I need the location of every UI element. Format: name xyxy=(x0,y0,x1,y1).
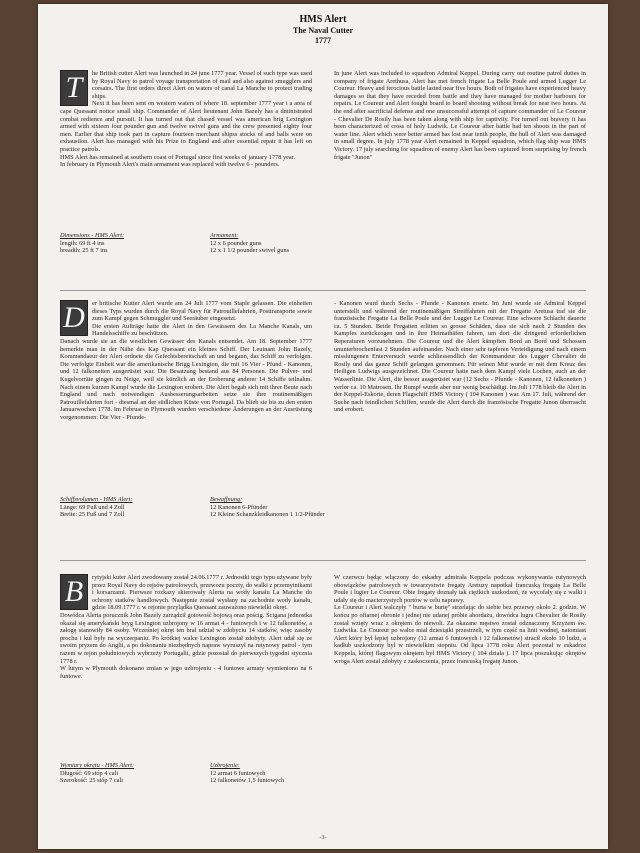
polish-right-column xyxy=(334,574,586,665)
polish-paragraph: W lutym w Plymouth dokonano zmian w jego uzbrojeniu - 4 funtowe armaty wymieniono na 6 funtowe. xyxy=(60,665,312,680)
dropcap-d-icon: D xyxy=(60,300,88,336)
polish-paragraph: Dowódca Alerta porucznik John Bazely zarządził gotowość bojową oraz pościg. Ścigana jednostka okazał się amerykański bryg Lexington uzbrojony w 16 armat 4 - funtowych i w 12 falkonetów, a załogę stanowiły 84 osoby. Wcześniej okręt ten brał udział w zdobyciu 14 statków, więc zasoby prochu i kul były na wyczerpaniu. Po krótkiej walce Lexington został zdobyty. Alert udał się ze swoim pryzem do Anglii, a po dokonaniu niezbędnych napraw wyruszył na rutynowy patrol - tym razem w rejon południowych wybrzeży Portugalii, gdzie pozostał do pierwszych tygodni stycznia 1778 r. xyxy=(60,611,312,665)
polish-left-column xyxy=(60,574,312,680)
dropcap-b-icon: B xyxy=(60,574,88,610)
english-paragraph: In february in Plymouth Alert's main armament was replaced with twelve 6 - pounders. xyxy=(60,161,280,169)
page-year: 1777 xyxy=(315,36,331,45)
english-paragraph: Next it has been sent on western waters of where 18. september 1777 year i a area of cape Quessant notice small ship. Commander of Alert lieutenant John Bazely has a dministrated combat redience and pursuit. It has turned out that chased vessel was american brig Lexington armed with sixteen four pounder gun and twelve swivel guns and the crew presented eighty four men. Earlier that ship took part in capture fourteen merchant shipss stocks of and balls were on exhaustion. Alert has managed with his Prize to England and after essential repair it has left on practice patrols. xyxy=(60,100,312,153)
polish-paragraph: rytyjski kuter Alert zwodowany został 24.06.1777 r. Jednostki tego typu używane były przez Royal Navy do rejsów patrolowych, przewozu poczty, do walki z przemytnikami i korsarzami. Pierwsze rozkazy skierowały Alerta na wody kanału La Manche do ochrony statków handlowych. Następnie został wysłany na zachodnie wody kanału, gdzie 18.09.1777 r. w rejonie przylądka Quessant zauważono niewielki okręt. xyxy=(92,574,312,612)
page-header xyxy=(38,14,608,46)
polish-dimension-line: Długość: 69 stóp 4 cali xyxy=(60,769,119,777)
german-section xyxy=(60,300,586,540)
polish-section xyxy=(60,574,586,814)
german-armament-line: 12 Kleine Schanzkleidkanonen 1 1/2-Pfünder xyxy=(210,511,325,519)
english-armament-line: 12 x 6 pounder guns xyxy=(210,239,262,247)
english-left-column xyxy=(60,70,312,169)
page-subtitle: The Naval Cutter xyxy=(293,26,353,35)
english-dimension-line: breadth: 25 ft 7 ins xyxy=(60,247,108,255)
english-armament-line: 12 x 1 1/2 pounder swivel guns xyxy=(210,247,290,255)
english-paragraph: In june Alert was included to squadron Admiral Keppel. During carry out routine patrol duties in company of frigate Arethusa, Alert has met french frigate La Belle Poule and armed Lugger Le Coureur. Heavy and ferocious battle lasted near five hours. Both of frigates have experienced heavy damages so that they have receded from battle and they have managed for mother harbours for repairs. Le Coureur and Alert fought board to board shooting without break for near two hours. At the end after sacrificial defense and one unsuccessful attempt of capture commander of Le Coureur - Chevalier De Rosily has been taken along with ship for captivity. For turned out bravery it has been characterized of cross of holy Ludwik. Le Coureur after battle had ten shoots in the part of water line. Alert which were better armed has lost near tenth people, the hull of Alert was damaged in small degree. In july 1778 year Alert remained in Keppel squadron, which flag ship was HMS Victory. 17 july searching for squadron of enemy Alert has been captured from surprising by french frigate "Junon" xyxy=(334,70,586,161)
english-dimension-line: length: 69 ft 4 ins xyxy=(60,239,105,247)
english-paragraph: he British cutter Alert was launched in 24 june 1777 year. Vessel of such type was used by Royal Navy to patrol voyage transportation of mail and also against smugglers and corsairs. The first orders direct Alert on waters of canal La Manche to protect trading ships. xyxy=(92,70,312,100)
german-dimensions-title: Schiffsvolumen - HMS Alert: xyxy=(60,496,133,503)
polish-dimension-line: Szerokość: 25 stóp 7 cali xyxy=(60,777,123,785)
polish-paragraph: Le Coureur i Alert walczyły " burta w burtę" strzelając do siebie bez przerwy około 2. godzin. W końcu po ofiarnej obronie i jednej nie udanej próbie abordażu, dowódca lugra Chevalier de Rosily został wzięty wraz z okrętem do niewoli. Za okazane męstwo został odznaczony Krzyżem św. Ludwika. Le Coureur po walce miał dziesiątki przestrzeli, w tym część na linii wodnej, natomiast Alert który był lepiej uzbrojony (12 armat 6 funtowych i 12 falkonetów) stracił około 10 ludzi, a kadłub uszkodzony był w niewielkim stopniu. Od lipca 1778 roku Alert pozostał w eskadrze Keppela, której flagowym okrętem był HMS Victory ( 104 działa ). 17 lipca poszukując okrętów wroga Alert został zdobyty z zaskoczenia, przez francuską fregatę Junon. xyxy=(334,604,586,665)
polish-armament-line: 12 falkonetów 1,5 funtowych xyxy=(210,777,285,785)
polish-armament-title: Uzbrojenie: xyxy=(210,762,240,769)
english-paragraph: HMS Alert has remained at southern coast of Portugal since first weeks of january 1778 year. xyxy=(60,153,296,161)
section-divider xyxy=(60,290,586,291)
german-right-column xyxy=(334,300,586,414)
german-left-column xyxy=(60,300,312,422)
polish-dimensions-title: Wymiary okrętu - HMS Alert: xyxy=(60,762,135,769)
german-dimension-line: Breite: 25 Fuß und 7 Zoll xyxy=(60,511,125,519)
german-dimension-line: Länge: 69 Fuß und 4 Zoll xyxy=(60,503,125,511)
german-paragraph: er britische Kutter Alert wurde am 24 Juli 1777 vom Staple gelassen. Die einheiten dieses Typs wurden durch die Royal Navy für Patrouillefahrten, Posttransporte sowie zum Kampf gegen Schmuggler und Seeräuber eingesetzt. xyxy=(92,300,312,323)
page-number: -3- xyxy=(319,835,327,841)
english-dimensions-title: Dimensions - HMS Alert: xyxy=(60,232,125,239)
german-armament-title: Bewaffnung: xyxy=(210,496,243,503)
german-armament-line: 12 Kanonen 6-Pfünder xyxy=(210,503,268,511)
polish-armament-line: 12 armat 6 funtowych xyxy=(210,769,266,777)
english-right-column xyxy=(334,70,586,161)
section-divider xyxy=(60,560,586,561)
german-paragraph: Die ersten Aufträge hatte die Alert in den Gewässern des La Manche Kanals, um Handelsschiffe zu beschützen. xyxy=(92,322,312,338)
polish-paragraph: W czerwcu będąc włączony do eskadry admirała Keppela podczas wykonywania rutynowych obowiązków patrolowych w towarzystwie fregaty Aretuzy napotkał francuską fregatę La Belle Poule i lugier Le Coureur. Obie fregaty doznały tak ciężkich uszkodzeń, że wycofały się z walki i udały się do macierzystych portów w celu naprawy. xyxy=(334,574,586,604)
english-armament-title: Armament: xyxy=(210,232,239,239)
page-title: HMS Alert xyxy=(299,14,347,25)
german-paragraph: - Kanonen wurd durch Sechs - Pfunde - Kanonen ersetz. Im Juni wurde sie Admiral Keppel unterstellt und während der routinemäßigen Streiffahrten mit der Fregatte Aretusa traf sie die französische Fregatte La Belle Poule und der Lugger Le Coureur. Eine schwere Schlacht dauerte ca. 5 Stunden. Beide Fregatten erlitten so grosse Schäden, dass sie sich nach 2 Stunden des Kampfes zurückzogen und in ihre Heimathäfen fahren, um dort die dringend erforderlichen Reperaturen vorzunehmen. Die Coureur und die Alert kämpften Bord an Bord und Schossen ununterbrochenfast 2 Stunden aufeinander. Nach einer sehr tapferen Verteidigung und nach einem misslungenen Enterversuch wurde schliessendlich der Kommandeur des Lugger Chevalier de Rosily und das ganze Schiff gefangen genommen. Für seinen Mut wurde er mit dem Kreuz des Heiligen Ludwigs ausgezeichnet. Die Coureur hatte nach dem Kampf viele Lochen, auch an der Wasserlinie. Die Alert, die besser ausgerüstet war (12 Sechs - Pfunde - Kanonen, 12 falkonetten ) verlor ca. 10 Matrosen. Ihr Rumpf wurde aber nur wenig beschädigt. Im Juli 1778 bleib die Alert in der Keppel-Eskorte, deren Flagschiff HMS Victory ( 104 Kanonen ) war. Am 17. Juli, während der Suche nach feindlichen Schiffen, wurde die Alert durch die französische Fregatte Junon überrascht und erobert. xyxy=(334,300,586,414)
german-paragraph: Danach wurde sie an die westlichen Gewässer des Kanals entsendet. Am 18. September 1777 bemerkte man in der Nähe des Kap Quessant ein kleines Schiff. Der Leutnant John Bazely, Kommandaeur der Alert ordnete die Gefechtsbereitschaft an und begann, das Schiff zu verfolgen. Die verfolgte Einheit war die amerikanische Brigg Lexington, die mit 16 Vier - Pfund - Kanonen, und 12 falkonetten ausgerüstet war. Die Besatzung bestand aus 84 Personen. Die Pulver- und Kugelvorräte gingen zu Neige, weil sie kürzlich an der Eroberung anderer 14 Schiffe teilnahm. Nach einem kurzen Kampf wurde die Lexington erobert. Die Alert begab sich mit ihrer Beute nach England und nach notwendigen Ausbesserungsarbeiten setze sie ihre routinemäßigen Patrouillefahrten fort - diesmal an der südlichen Küste von Portugal. Da blieb sie bis zu den ersten Januarwochen 1778. Im Februar in Plymouth wurden verschiedene Änderungen an der Ausrüstung vorgenommen: Die Vier - Pfunde- xyxy=(60,337,312,421)
document-page xyxy=(38,4,608,849)
dropcap-t-icon: T xyxy=(60,70,88,106)
english-section xyxy=(60,70,586,270)
